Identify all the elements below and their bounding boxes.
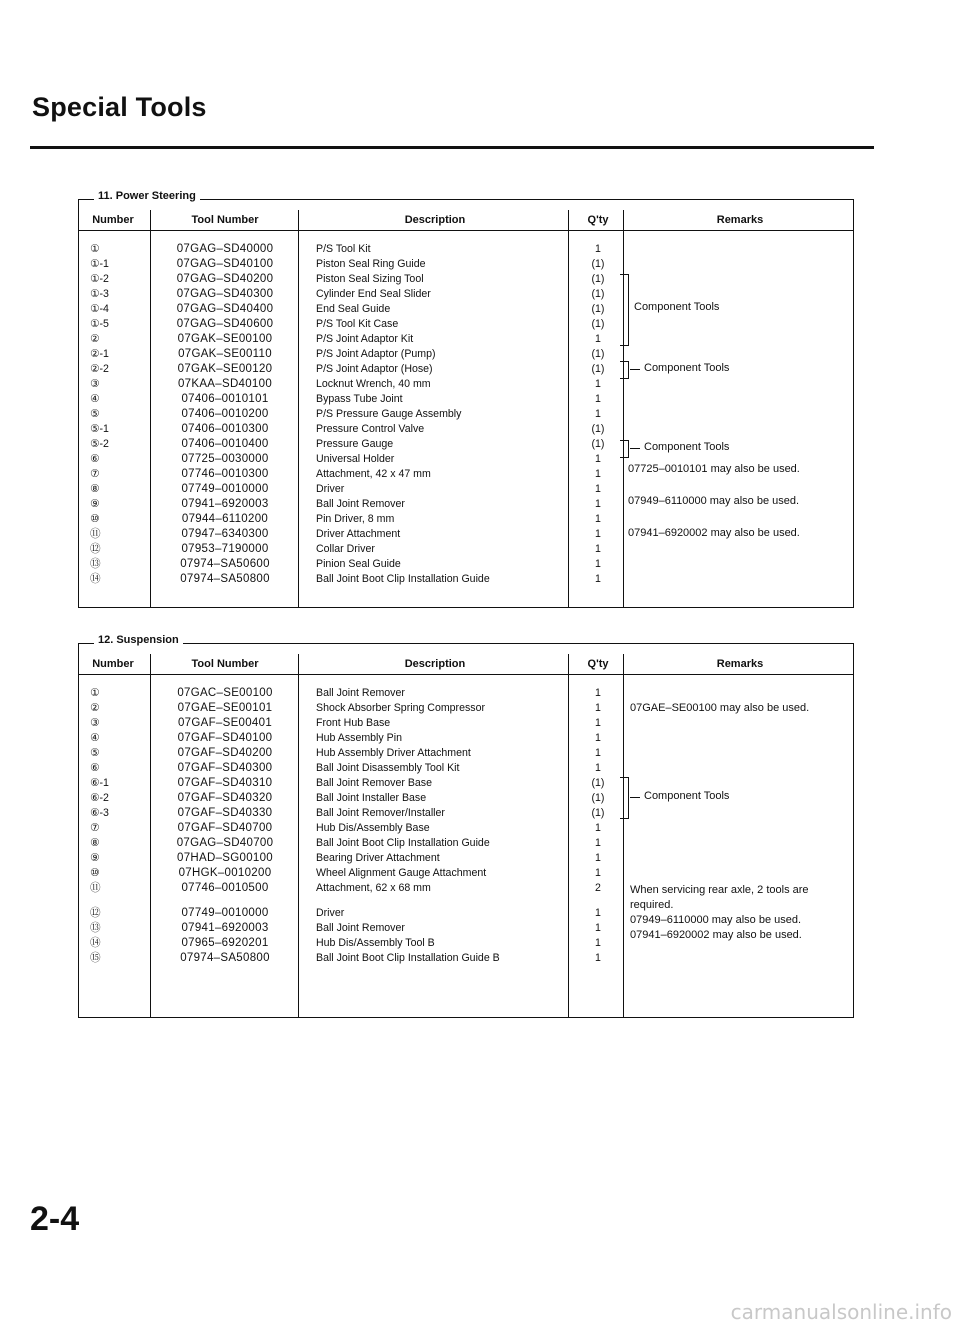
item-number: ⑨ [90, 852, 100, 864]
item-number: ④ [90, 732, 100, 744]
item-number: ⑤-2 [90, 438, 109, 450]
table-row [78, 272, 854, 287]
col-tool-number: Tool Number [191, 658, 259, 670]
col-qty: Q'ty [587, 658, 609, 670]
item-number: ⑥-1 [90, 777, 109, 789]
quantity: 1 [595, 543, 601, 555]
quantity: 1 [595, 513, 601, 525]
tool-number: 07725–0030000 [181, 453, 269, 465]
quantity: 1 [595, 937, 601, 949]
quantity: 1 [595, 747, 601, 759]
table-row [78, 362, 854, 377]
tool-number: 07746–0010500 [181, 882, 269, 894]
quantity: 1 [595, 732, 601, 744]
quantity: 1 [595, 528, 601, 540]
table-row [78, 866, 854, 881]
table-row [78, 791, 854, 806]
table-row [78, 422, 854, 437]
quantity: 1 [595, 243, 601, 255]
remark-alternate-tool: 07941–6920002 may also be used. [630, 929, 802, 941]
description: Hub Dis/Assembly Tool B [316, 937, 435, 949]
description: Piston Seal Ring Guide [316, 258, 426, 270]
table-row [78, 557, 854, 572]
quantity: (1) [591, 807, 605, 819]
table-row [78, 821, 854, 836]
item-number: ③ [90, 717, 100, 729]
col-number: Number [92, 658, 134, 670]
bracket [620, 440, 629, 458]
description: Collar Driver [316, 543, 375, 555]
tool-number: 07GAF–SD40330 [177, 807, 273, 819]
section-label: 12. Suspension [94, 634, 183, 646]
description: Pressure Gauge [316, 438, 394, 450]
quantity: 1 [595, 762, 601, 774]
tool-number: 07GAK–SE00100 [177, 333, 273, 345]
table-row [78, 776, 854, 791]
item-number: ⑫ [90, 907, 101, 919]
tool-number: 07GAF–SD40320 [177, 792, 273, 804]
table-row [78, 377, 854, 392]
item-number: ⑪ [90, 528, 101, 540]
item-number: ④ [90, 393, 100, 405]
table-row [78, 951, 854, 966]
table-row [78, 242, 854, 257]
tool-number: 07GAG–SD40000 [176, 243, 274, 255]
power-steering-table [78, 190, 854, 608]
table-header [78, 654, 854, 675]
description: Wheel Alignment Gauge Attachment [316, 867, 487, 879]
table-row [78, 746, 854, 761]
quantity: 1 [595, 822, 601, 834]
table-row [78, 716, 854, 731]
table-row [78, 437, 854, 452]
item-number: ②-1 [90, 348, 109, 360]
description: Pin Driver, 8 mm [316, 513, 395, 525]
item-number: ①-2 [90, 273, 109, 285]
quantity: 1 [595, 852, 601, 864]
item-number: ⑧ [90, 837, 100, 849]
description: Ball Joint Disassembly Tool Kit [316, 762, 460, 774]
remark-alternate-tool: 07725–0010101 may also be used. [628, 463, 800, 475]
description: Pinion Seal Guide [316, 558, 401, 570]
item-number: ⑭ [90, 573, 101, 585]
quantity: 1 [595, 408, 601, 420]
item-number: ③ [90, 378, 100, 390]
quantity: (1) [591, 318, 605, 330]
table-bottom-rule [78, 607, 854, 608]
col-qty: Q'ty [587, 214, 609, 226]
table-row [78, 806, 854, 821]
table-row [78, 761, 854, 776]
item-number: ⑭ [90, 937, 101, 949]
item-number: ①-1 [90, 258, 109, 270]
description: P/S Joint Adaptor (Pump) [316, 348, 436, 360]
col-tool-number: Tool Number [191, 214, 259, 226]
quantity: 1 [595, 393, 601, 405]
table-row [78, 572, 854, 587]
description: Hub Assembly Driver Attachment [316, 747, 471, 759]
item-number: ⑬ [90, 558, 101, 570]
tool-number: 07974–SA50800 [180, 573, 270, 585]
table-row [78, 347, 854, 362]
quantity: 1 [595, 453, 601, 465]
description: Shock Absorber Spring Compressor [316, 702, 485, 714]
description: Bearing Driver Attachment [316, 852, 440, 864]
quantity: (1) [591, 777, 605, 789]
description: Ball Joint Remover [316, 687, 405, 699]
description: Ball Joint Boot Clip Installation Guide [316, 573, 490, 585]
bracket-tick [630, 369, 640, 370]
item-number: ⑤ [90, 408, 100, 420]
item-number: ⑮ [90, 952, 101, 964]
quantity: 1 [595, 378, 601, 390]
tool-number: 07941–6920003 [181, 498, 269, 510]
item-number: ⑥ [90, 762, 100, 774]
description: P/S Pressure Gauge Assembly [316, 408, 462, 420]
item-number: ⑩ [90, 513, 100, 525]
tool-number: 07HGK–0010200 [178, 867, 272, 879]
table-row [78, 332, 854, 347]
table-row [78, 836, 854, 851]
remark-component-tools: Component Tools [644, 441, 730, 453]
tool-number: 07974–SA50800 [180, 952, 270, 964]
item-number: ①-3 [90, 288, 109, 300]
quantity: 1 [595, 558, 601, 570]
item-number: ⑤-1 [90, 423, 109, 435]
tool-number: 07GAG–SD40300 [176, 288, 274, 300]
item-number: ⑩ [90, 867, 100, 879]
tool-number: 07406–0010400 [181, 438, 269, 450]
tool-number: 07965–6920201 [181, 937, 269, 949]
remark-alternate-tool: 07949–6110000 may also be used. [630, 914, 802, 926]
quantity: 1 [595, 687, 601, 699]
remark-component-tools: Component Tools [644, 362, 730, 374]
tool-number: 07406–0010101 [181, 393, 269, 405]
item-number: ①-5 [90, 318, 109, 330]
quantity: 1 [595, 498, 601, 510]
description: Driver Attachment [316, 528, 401, 540]
quantity: 1 [595, 333, 601, 345]
remark-alternate-tool: 07GAE–SE00100 may also be used. [630, 702, 810, 714]
col-remarks: Remarks [716, 658, 764, 670]
table-row [78, 686, 854, 701]
quantity: (1) [591, 288, 605, 300]
quantity: (1) [591, 438, 605, 450]
tool-number: 07GAK–SE00120 [177, 363, 273, 375]
tool-number: 07947–6340300 [181, 528, 269, 540]
remark-component-tools: Component Tools [634, 301, 720, 313]
table-row [78, 287, 854, 302]
quantity: (1) [591, 792, 605, 804]
bracket-tick [630, 448, 640, 449]
quantity: (1) [591, 348, 605, 360]
table-row [78, 851, 854, 866]
tool-number: 07GAF–SD40100 [177, 732, 273, 744]
quantity: 1 [595, 907, 601, 919]
bracket [620, 274, 629, 346]
description: P/S Tool Kit [316, 243, 371, 255]
quantity: 1 [595, 468, 601, 480]
description: End Seal Guide [316, 303, 391, 315]
col-description: Description [404, 214, 466, 226]
tool-number: 07GAG–SD40600 [176, 318, 274, 330]
description: Attachment, 62 x 68 mm [316, 882, 431, 894]
description: Locknut Wrench, 40 mm [316, 378, 431, 390]
quantity: 1 [595, 867, 601, 879]
description: Driver [316, 907, 345, 919]
quantity: 1 [595, 952, 601, 964]
table-row [78, 407, 854, 422]
item-number: ⑥ [90, 453, 100, 465]
quantity: 1 [595, 837, 601, 849]
tool-number: 07GAG–SD40700 [176, 837, 274, 849]
tool-number: 07746–0010300 [181, 468, 269, 480]
item-number: ⑥-3 [90, 807, 109, 819]
tool-number: 07GAE–SE00101 [177, 702, 273, 714]
tool-number: 07944–6110200 [181, 513, 269, 525]
tool-number: 07406–0010200 [181, 408, 269, 420]
quantity: 1 [595, 922, 601, 934]
tool-number: 07HAD–SG00100 [177, 852, 273, 864]
description: Attachment, 42 x 47 mm [316, 468, 431, 480]
title-rule [30, 146, 874, 149]
quantity: 1 [595, 573, 601, 585]
remark-component-tools: Component Tools [644, 790, 730, 802]
tool-number: 07GAF–SD40200 [177, 747, 273, 759]
quantity: 2 [595, 882, 601, 894]
tool-number: 07953–7190000 [181, 543, 269, 555]
tool-number: 07GAK–SE00110 [178, 348, 272, 360]
item-number: ⑤ [90, 747, 100, 759]
description: Driver [316, 483, 345, 495]
table-row [78, 392, 854, 407]
tool-number: 07GAG–SD40200 [176, 273, 274, 285]
item-number: ②-2 [90, 363, 109, 375]
tool-number: 07GAF–SE00401 [177, 717, 273, 729]
tool-number: 07749–0010000 [181, 907, 269, 919]
bracket-tick [630, 797, 640, 798]
table-row [78, 302, 854, 317]
description: Hub Assembly Pin [316, 732, 402, 744]
tool-number: 07GAC–SE00100 [177, 687, 273, 699]
tool-number: 07974–SA50600 [180, 558, 270, 570]
quantity: (1) [591, 273, 605, 285]
item-number: ⑦ [90, 468, 100, 480]
bracket [620, 777, 629, 819]
item-number: ①-4 [90, 303, 109, 315]
col-number: Number [92, 214, 134, 226]
item-number: ② [90, 333, 100, 345]
item-number: ⑥-2 [90, 792, 109, 804]
table-row [78, 317, 854, 332]
suspension-table [78, 634, 854, 1018]
section-label: 11. Power Steering [94, 190, 200, 202]
item-number: ⑦ [90, 822, 100, 834]
description: Front Hub Base [316, 717, 391, 729]
item-number: ⑫ [90, 543, 101, 555]
description: Pressure Control Valve [316, 423, 425, 435]
description: Ball Joint Remover [316, 922, 405, 934]
table-header [78, 210, 854, 231]
page-number: 2-4 [30, 1200, 80, 1238]
quantity: 1 [595, 702, 601, 714]
table-row [78, 512, 854, 527]
item-number: ⑬ [90, 922, 101, 934]
description: Ball Joint Boot Clip Installation Guide B [316, 952, 500, 964]
tool-number: 07GAG–SD40100 [176, 258, 274, 270]
remark-note: required. [630, 899, 674, 911]
bracket [620, 361, 629, 379]
description: P/S Tool Kit Case [316, 318, 399, 330]
tool-number: 07406–0010300 [181, 423, 269, 435]
table-row [78, 542, 854, 557]
page-title: Special Tools [32, 92, 207, 122]
tool-number: 07GAG–SD40400 [176, 303, 274, 315]
quantity: (1) [591, 423, 605, 435]
item-number: ① [90, 687, 100, 699]
tool-number: 07941–6920003 [181, 922, 269, 934]
tool-number: 07KAA–SD40100 [177, 378, 273, 390]
item-number: ① [90, 243, 100, 255]
description: P/S Joint Adaptor (Hose) [316, 363, 433, 375]
col-description: Description [404, 658, 466, 670]
col-remarks: Remarks [716, 214, 764, 226]
quantity: (1) [591, 258, 605, 270]
description: Hub Dis/Assembly Base [316, 822, 430, 834]
description: Cylinder End Seal Slider [316, 288, 431, 300]
description: Ball Joint Remover Base [316, 777, 432, 789]
description: Universal Holder [316, 453, 395, 465]
quantity: (1) [591, 303, 605, 315]
remark-alternate-tool: 07949–6110000 may also be used. [628, 495, 800, 507]
description: Ball Joint Remover/Installer [316, 807, 445, 819]
table-row [78, 731, 854, 746]
remark-note: When servicing rear axle, 2 tools are [630, 884, 809, 896]
tool-number: 07GAF–SD40300 [177, 762, 273, 774]
tool-number: 07GAF–SD40310 [177, 777, 273, 789]
item-number: ⑨ [90, 498, 100, 510]
table-row [78, 257, 854, 272]
description: Bypass Tube Joint [316, 393, 403, 405]
description: Ball Joint Remover [316, 498, 405, 510]
remark-alternate-tool: 07941–6920002 may also be used. [628, 527, 800, 539]
item-number: ⑪ [90, 882, 101, 894]
tool-number: 07749–0010000 [181, 483, 269, 495]
item-number: ② [90, 702, 100, 714]
quantity: (1) [591, 363, 605, 375]
quantity: 1 [595, 717, 601, 729]
tool-number: 07GAF–SD40700 [177, 822, 273, 834]
description: Ball Joint Boot Clip Installation Guide [316, 837, 490, 849]
watermark: carmanualsonline.info [730, 1300, 952, 1324]
item-number: ⑧ [90, 483, 100, 495]
description: Ball Joint Installer Base [316, 792, 427, 804]
description: P/S Joint Adaptor Kit [316, 333, 414, 345]
quantity: 1 [595, 483, 601, 495]
table-bottom-rule [78, 1017, 854, 1018]
description: Piston Seal Sizing Tool [316, 273, 424, 285]
